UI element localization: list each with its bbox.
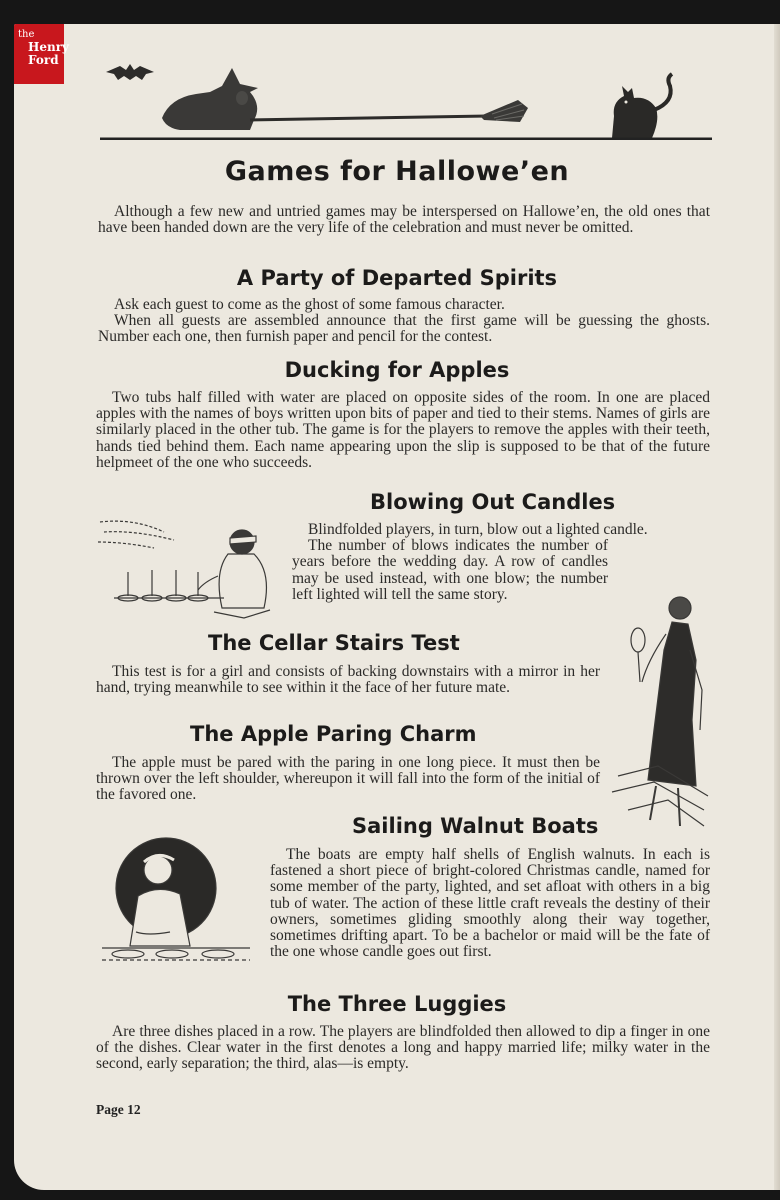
broom-icon [250,100,528,122]
heading-cellar-stairs: The Cellar Stairs Test [208,631,460,655]
candles-paragraph: Blindfolded players, in turn, blow out a lighted candle. The number of blows indicates the number of years before the wedding day. A row of candles may be used instead, with one blow; the number left lighted will tell the same story. [292,521,648,603]
page-title: Games for Hallowe’en [224,156,570,187]
paring-paragraph: The apple must be pared with the paring in one long piece. It must then be thrown over the left shoulder, whereupon it will fall into the form of the initial of the favored one. [96,754,600,804]
heading-blowing-candles: Blowing Out Candles [370,490,616,514]
witch-broom-header-illustration [100,58,712,140]
heading-walnut-boats: Sailing Walnut Boats [352,814,599,838]
document-page [14,24,780,1190]
page-edge-shadow [774,24,780,1190]
luggies-paragraph: Are three dishes placed in a row. The players are blindfolded then allowed to dip a finger in one of the dishes. Clear water in the first denotes a long and happy married life; milky water in the second, early separation; the third, alas—is empty. [96,1023,710,1073]
heading-ducking-apples: Ducking for Apples [284,358,510,382]
cellar-paragraph: This test is for a girl and consists of backing downstairs with a mirror in her hand, trying meanwhile to see within it the face of her future mate. [96,663,600,697]
black-cat-icon [612,74,672,138]
bat-icon [106,64,154,80]
intro-paragraph: Although a few new and untried games may be interspersed on Hallowe’en, the old ones that have been handed down are the very life of the celebration and must never be omitted. [98,203,710,237]
heading-three-luggies: The Three Luggies [287,992,507,1016]
candles-illustration [94,512,274,624]
girl-with-mirror-illustration [608,590,712,850]
spirits-paragraph: Ask each guest to come as the ghost of some famous character. When all guests are assembled announce that the first game will be guessing the ghosts. Number each one, then furnish paper and pencil for the contest. [98,296,710,346]
page-number: Page 12 [96,1102,141,1117]
heading-departed-spirits: A Party of Departed Spirits [236,266,558,290]
heading-apple-paring: The Apple Paring Charm [190,722,477,746]
apples-paragraph: Two tubs half filled with water are placed on opposite sides of the room. In one are placed apples with the names of boys written upon bits of paper and tied to their stems. Names of girls are similarly placed in the other tub. The game is for the players to remove the apples with their teeth, hands tied behind them. Each name appearing upon the slip is supposed to be that of the future helpmeet of the one who succeeds. [96,389,710,471]
walnut-boats-illustration [98,836,254,972]
henry-ford-logo: the Henry Ford [14,24,64,84]
witch-icon [162,68,258,130]
walnut-paragraph: The boats are empty half shells of English walnuts. In each is fastened a short piece of bright-colored Christmas candle, named for some member of the party, lighted, and set afloat with others in a big tub of water. The action of these little craft reveals the destiny of their owners, sometimes gliding smoothly along their way together, sometimes drifting apart. To be a bachelor or maid will be the fate of the one whose candle goes out first. [270,846,710,961]
